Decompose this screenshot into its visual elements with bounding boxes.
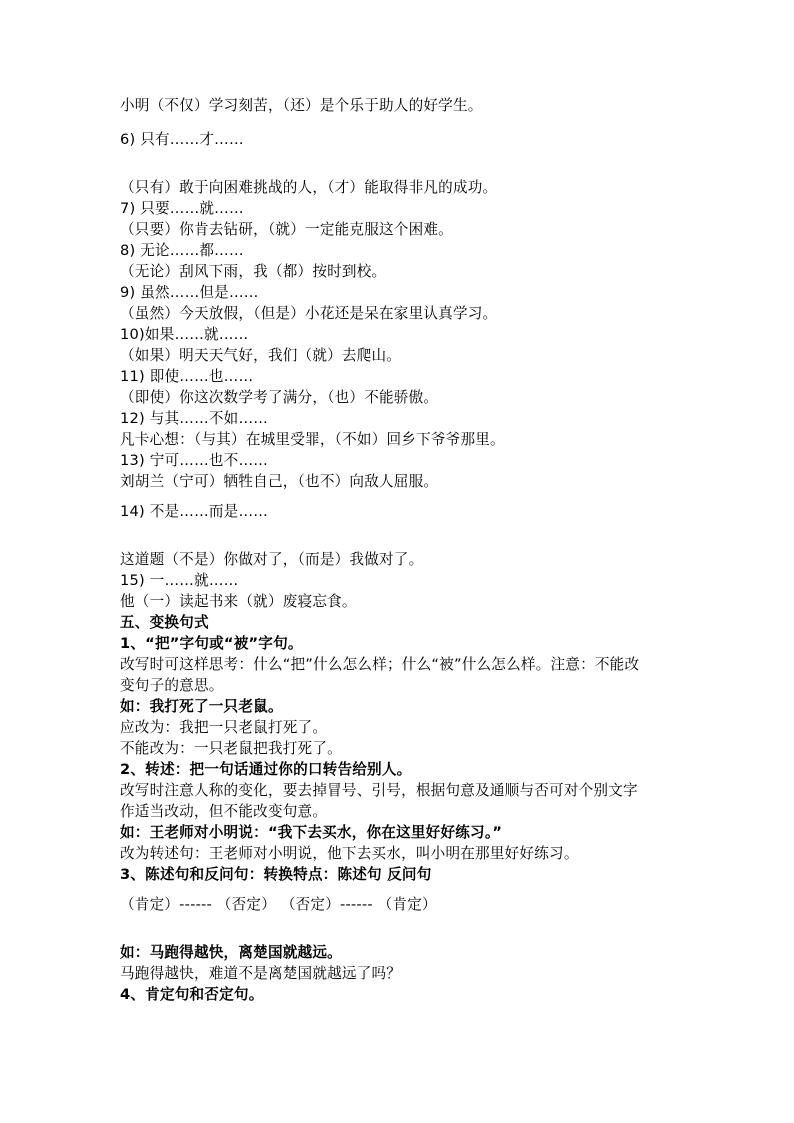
text-line-5: （只要）你肯去钻研，（就）一定能克服这个困难。 [120,221,453,238]
text-line-3: （只有）敢于向困难挑战的人，（才）能取得非凡的成功。 [120,179,498,196]
text-line-16: 13) 宁可……也不…… [120,452,269,469]
text-line-17: 刘胡兰（宁可）牺牲自己，（也不）向敌人屈服。 [120,473,439,490]
text-line-7: （无论）刮风下雨，我（都）按时到校。 [120,263,387,280]
text-line-8: 9) 虽然……但是…… [120,284,259,301]
text-line-6: 8) 无论……都…… [120,242,244,259]
example-2: 如：王老师对小明说：“我下去买水，你在这里好好练习。” [120,824,503,841]
text-line-13: （即使）你这次数学考了满分，（也）不能骄傲。 [120,389,439,406]
text-line-19: 这道题（不是）你做对了，（而是）我做对了。 [120,551,424,568]
text-line-24: 改写时可这样思考：什么“把”什么怎么样；什么“被”什么怎么样。注意：不能改 [120,656,640,673]
text-line-25: 变句子的意思。 [120,677,224,694]
text-line-30: 改写时注意人称的变化，要去掉冒号、引号，根据句意及通顺与否可对个别文字 [120,782,638,799]
text-line-9: （虽然）今天放假，（但是）小花还是呆在家里认真学习。 [120,305,498,322]
text-line-4: 7) 只要……就…… [120,200,244,217]
example-3: 如：马跑得越快，离楚国就越远。 [120,944,342,961]
text-line-31: 作适当改动，但不能改变句意。 [120,803,328,820]
text-line-21: 他（一）读起书来（就）废寝忘食。 [120,593,357,610]
text-line-37: 马跑得越快，难道不是离楚国就越远了吗？ [120,965,402,982]
text-line-18: 14) 不是……而是…… [120,503,269,520]
text-line-1: 小明（不仅）学习刻苦，（还）是个乐于助人的好学生。 [120,97,483,114]
text-line-27: 应改为：我把一只老鼠打死了。 [120,719,328,736]
subheading-4: 4、肯定句和否定句。 [120,986,264,1003]
text-line-11: （如果）明天天气好，我们（就）去爬山。 [120,347,402,364]
text-line-15: 凡卡心想：（与其）在城里受罪，（不如）回乡下爷爷那里。 [120,431,505,448]
text-line-10: 10)如果……就…… [120,326,249,343]
subheading-2: 2、转述：把一句话通过你的口转告给别人。 [120,761,412,778]
text-line-14: 12) 与其……不如…… [120,410,269,427]
text-line-28: 不能改为：一只老鼠把我打死了。 [120,740,342,757]
text-line-33: 改为转述句：王老师对小明说，他下去买水，叫小明在那里好好练习。 [120,845,579,862]
text-line-12: 11) 即使……也…… [120,368,254,385]
subheading-1: 1、“把”字句或“被”字句。 [120,635,303,652]
section-heading: 五、变换句式 [120,614,209,631]
example-1: 如：我打死了一只老鼠。 [120,698,283,715]
text-line-2: 6) 只有……才…… [120,131,244,148]
subheading-3: 3、陈述句和反问句：转换特点：陈述句 反问句 [120,866,432,883]
text-line-35: （肯定）------ （否定） （否定）------ （肯定） [120,896,437,913]
text-line-20: 15) 一……就…… [120,572,239,589]
